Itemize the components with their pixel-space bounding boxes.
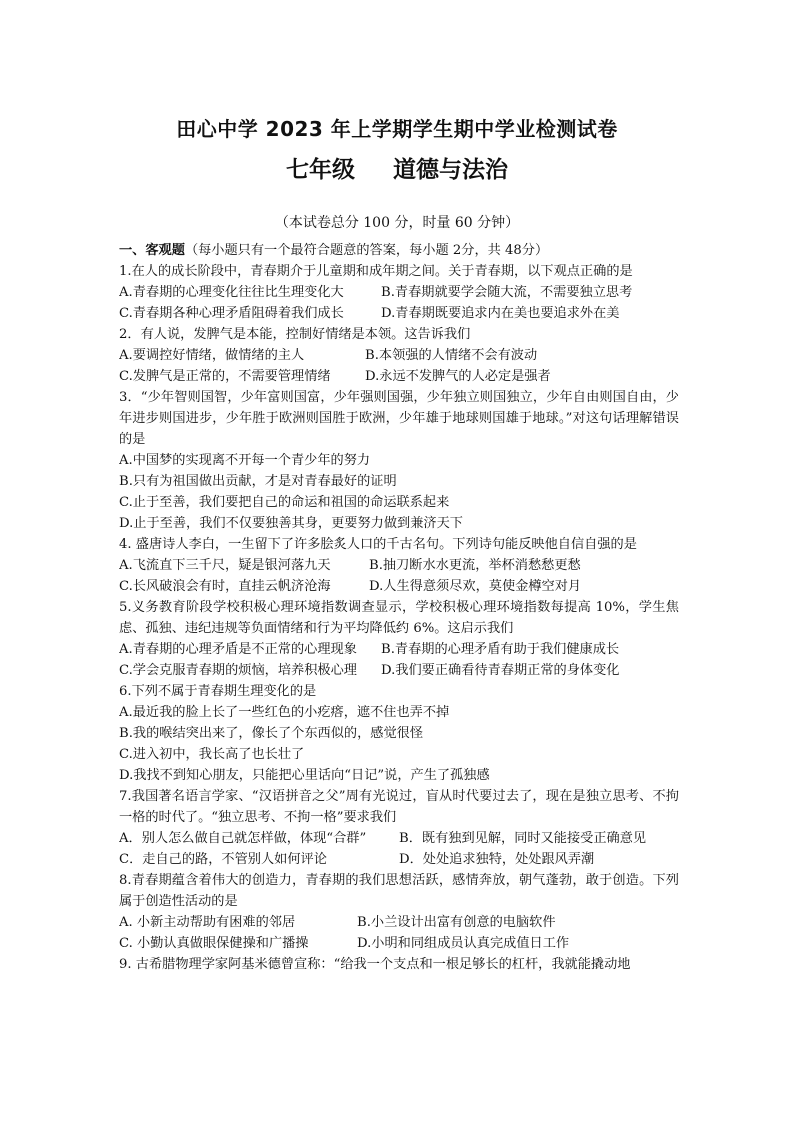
option-d: D.止于至善，我们不仅要独善其身，更要努力做到兼济天下 [119,516,463,531]
option-c: C.青春期各种心理矛盾阻碍着我们成长 [119,306,344,321]
option-c: C.进入初中，我长高了也长壮了 [119,747,305,762]
exam-body [119,240,679,975]
option-row [119,282,679,303]
option-row [119,576,679,597]
question-stem: 3．“少年智则国智，少年富则国富，少年强则国强，少年独立则国独立，少年自由则国自由，少年进步则国进步，少年胜于欧洲则国胜于欧洲，少年雄于地球则国雄于地球。”对这句话理解错误的是 [119,390,679,447]
option-a: A.要调控好情绪，做情绪的主人 [119,348,305,363]
option-d: D.人生得意须尽欢，莫使金樽空对月 [369,579,582,594]
option-a: A.飞流直下三千尺，疑是银河落九天 [119,558,331,573]
option-row [119,303,679,324]
option-row [119,639,679,660]
option-a: A.青春期的心理矛盾是不正常的心理现象 [119,642,357,657]
option-d: D.我们要正确看待青春期正常的身体变化 [381,663,620,678]
option-b: B.青春期的心理矛盾有助于我们健康成长 [381,642,620,657]
exam-note: （本试卷总分 100 分，时量 60 分钟） [274,215,520,231]
question-stem: 2．有人说，发脾气是本能，控制好情绪是本领。这告诉我们 [119,327,471,342]
question-stem: 8.青春期蕴含着伟大的创造力，青春期的我们思想活跃，感情奔放，朝气蓬勃，敢于创造。下列属于创造性活动的是 [119,873,679,909]
option-d: D.青春期既要追求内在美也要追求外在美 [381,306,620,321]
question-stem: 4. 盛唐诗人李白，一生留下了许多脍炙人口的千古名句。下列诗句能反映他自信自强的是 [119,537,637,552]
question-stem: 7.我国著名语言学家、“汉语拼音之父”周有光说过，盲从时代要过去了，现在是独立思考、不拘一格的时代了。“独立思考、不拘一格”要求我们 [119,789,679,825]
option-d: D.我找不到知心朋友，只能把心里话向“日记”说，产生了孤独感 [119,768,490,783]
section-instructions: （每小题只有一个最符合题意的答案，每小题 2分，共 48分） [184,243,549,258]
question-stem: 9. 古希腊物理学家阿基米德曾宣称：“给我一个支点和一根足够长的杠杆，我就能撬动地 [119,957,631,972]
option-c: C．走自己的路，不管别人如何评论 [119,852,327,867]
option-a: A.青春期的心理变化往往比生理变化大 [119,285,344,300]
subject-label: 道德与法治 [393,157,508,183]
option-a: A. 小新主动帮助有困难的邻居 [119,915,296,930]
option-row [119,345,679,366]
exam-subtitle [0,151,794,184]
option-b: B.小兰设计出富有创意的电脑软件 [357,915,556,930]
option-d: D.永远不发脾气的人必定是强者 [365,369,551,384]
option-a: A.最近我的脸上长了一些红色的小疙瘩，遮不住也弄不掉 [119,705,450,720]
option-row [119,660,679,681]
option-b: B．既有独到见解，同时又能接受正确意见 [399,831,647,846]
option-b: B.本领强的人情绪不会有波动 [365,348,538,363]
option-row [119,849,679,870]
exam-title: 田心中学 2023 年上学期学生期中学业检测试卷 [176,117,618,141]
option-c: C. 小勤认真做眼保健操和广播操 [119,936,309,951]
option-d: D.小明和同组成员认真完成值日工作 [357,936,570,951]
option-c: C.发脾气是正常的，不需要管理情绪 [119,369,331,384]
option-c: C.长风破浪会有时，直挂云帆济沧海 [119,579,331,594]
option-row [119,933,679,954]
question-stem: 1.在人的成长阶段中，青春期介于儿童期和成年期之间。关于青春期，以下观点正确的是 [119,264,633,279]
question-stem: 5.义务教育阶段学校积极心理环境指数调查显示，学校积极心理环境指数每提高 10%，学生焦虑、孤独、违纪违规等负面情绪和行为平均降低约 6%。这启示我们 [119,600,679,636]
option-d: D．处处追求独特，处处跟风弄潮 [399,852,595,867]
option-c: C.学会克服青春期的烦恼，培养积极心理 [119,663,357,678]
grade-label: 七年级 [286,157,355,183]
option-b: B.青春期就要学会随大流，不需要独立思考 [381,285,633,300]
option-a: A.中国梦的实现离不开每一个青少年的努力 [119,453,371,468]
option-row [119,912,679,933]
option-row [119,366,679,387]
option-c: C.止于至善，我们要把自己的命运和祖国的命运联系起来 [119,495,450,510]
option-b: B.抽刀断水水更流，举杯消愁愁更愁 [369,558,581,573]
section-heading [119,240,679,261]
option-b: B.我的喉结突出来了，像长了个东西似的，感觉很怪 [119,726,424,741]
section-title: 一、客观题 [119,243,185,258]
option-row [119,828,679,849]
option-a: A．别人怎么做自己就怎样做，体现“合群” [119,831,367,846]
option-b: B.只有为祖国做出贡献，才是对青春最好的证明 [119,474,397,489]
option-row [119,555,679,576]
question-stem: 6.下列不属于青春期生理变化的是 [119,684,317,699]
